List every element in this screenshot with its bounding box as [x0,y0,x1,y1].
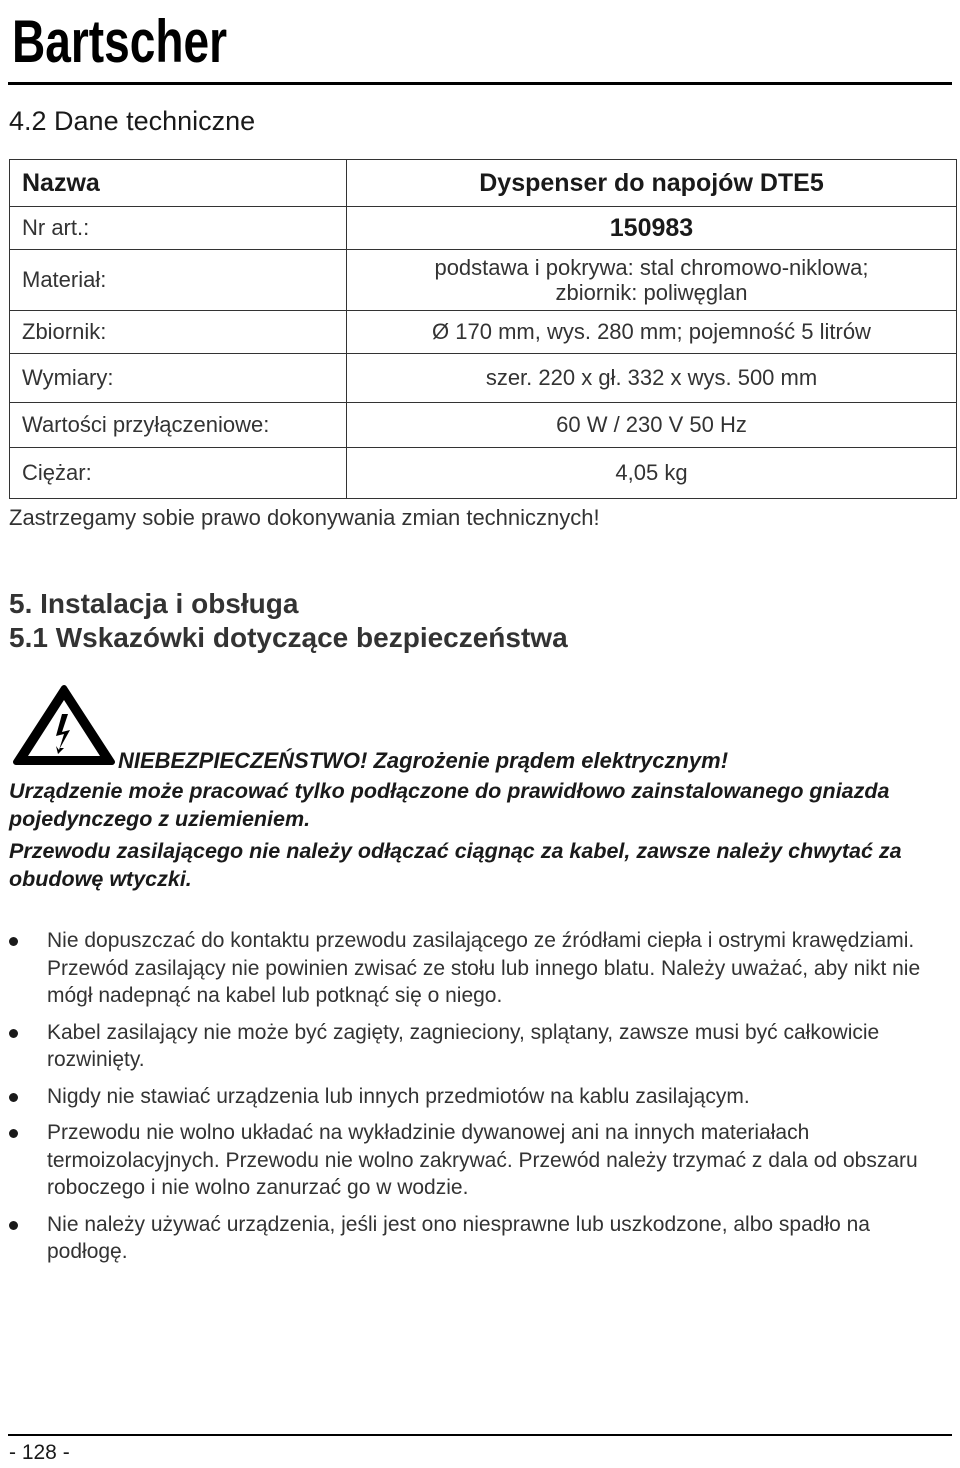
spec-row-art [10,207,957,250]
spec-row-weight [10,448,957,499]
warning-paragraph-plug: Przewodu zasilającego nie należy odłączać ciągnąc za kabel, zawsze należy chwytać za obudowę wtyczki. [9,839,902,891]
bullet-text: Nie dopuszczać do kontaktu przewodu zasilającego ze źródłami ciepła i ostrymi krawędziami. Przewód zasilający nie powinien zwisać ze stołu lub innego blatu. Należy uważać, aby nikt nie mógł nadepnąć na kabel lub potknąć się o niego. [47,929,921,1007]
spec-value-material [347,250,957,311]
page-number: - 128 - [9,1441,70,1464]
spec-label-connection: Wartości przyłączeniowe: [10,403,347,448]
spec-label-dimensions: Wymiary: [10,354,347,403]
spec-row-connection [10,403,957,448]
spec-value-connection: 60 W / 230 V 50 Hz [347,403,957,448]
electric-hazard-icon [12,684,116,766]
spec-value-weight: 4,05 kg [347,448,957,499]
logo-text: Bartscher [12,8,227,75]
spec-row-tank [10,311,957,354]
bullet-text: Kabel zasilający nie może być zagięty, zagnieciony, splątany, zawsze musi być całkowicie rozwinięty. [47,1020,880,1071]
list-item [0,1119,940,1202]
technical-changes-note: Zastrzegamy sobie prawo dokonywania zmian technicznych! [9,505,600,530]
bullet-text: Przewodu nie wolno układać na wykładzinie dywanowej ani na innych materiałach termoizolacyjnych. Przewodu nie wolno zakrywać. Przewód należy trzymać z dala od obszaru roboczego i nie wolno zanurzać go w wodzie. [47,1121,918,1199]
bullet-icon [9,1029,18,1038]
spec-value-name: Dyspenser do napojów DTE5 [347,160,957,207]
spec-row-dimensions [10,354,957,403]
bullet-icon [9,1129,18,1138]
bullet-icon [9,1221,18,1230]
warning-paragraph-socket: Urządzenie może pracować tylko podłączone do prawidłowo zainstalowanego gniazda pojedynczego z uziemieniem. [9,779,890,831]
list-item [0,927,940,1010]
spec-label-name: Nazwa [10,160,347,207]
subsection-title-safety: 5.1 Wskazówki dotyczące bezpieczeństwa [9,622,568,653]
spec-label-art: Nr art.: [10,207,347,250]
spec-label-material: Materiał: [10,250,347,311]
list-item [0,1211,940,1266]
bullet-icon [9,937,18,946]
spec-value-art: 150983 [347,207,957,250]
spec-table [9,159,957,499]
section-title-installation: 5. Instalacja i obsługa [9,588,299,619]
list-item [0,1019,940,1074]
spec-label-weight: Ciężar: [10,448,347,499]
spec-value-material-line1: podstawa i pokrywa: stal chromowo-niklowa; [434,255,869,280]
footer-rule [8,1434,952,1436]
spec-value-tank: Ø 170 mm, wys. 280 mm; pojemność 5 litrów [347,311,957,354]
spec-value-material-line2: zbiornik: poliwęglan [555,280,748,305]
spec-row-material [10,250,957,311]
list-item [0,1083,940,1111]
warning-title: NIEBEZPIECZEŃSTWO! Zagrożenie prądem elektrycznym! [118,748,729,773]
bartscher-logo [12,6,232,75]
spec-label-tank: Zbiornik: [10,311,347,354]
bullet-text: Nie należy używać urządzenia, jeśli jest ono niesprawne lub uszkodzone, albo spadło na podłogę. [47,1212,870,1263]
bullet-text: Nigdy nie stawiać urządzenia lub innych przedmiotów na kablu zasilającym. [47,1084,750,1108]
spec-row-name [10,160,957,207]
bullet-icon [9,1093,18,1102]
section-title-technical-data: 4.2 Dane techniczne [9,106,256,136]
safety-bullet-list [0,927,940,1266]
header-rule [8,82,952,85]
spec-value-dimensions: szer. 220 x gł. 332 x wys. 500 mm [347,354,957,403]
